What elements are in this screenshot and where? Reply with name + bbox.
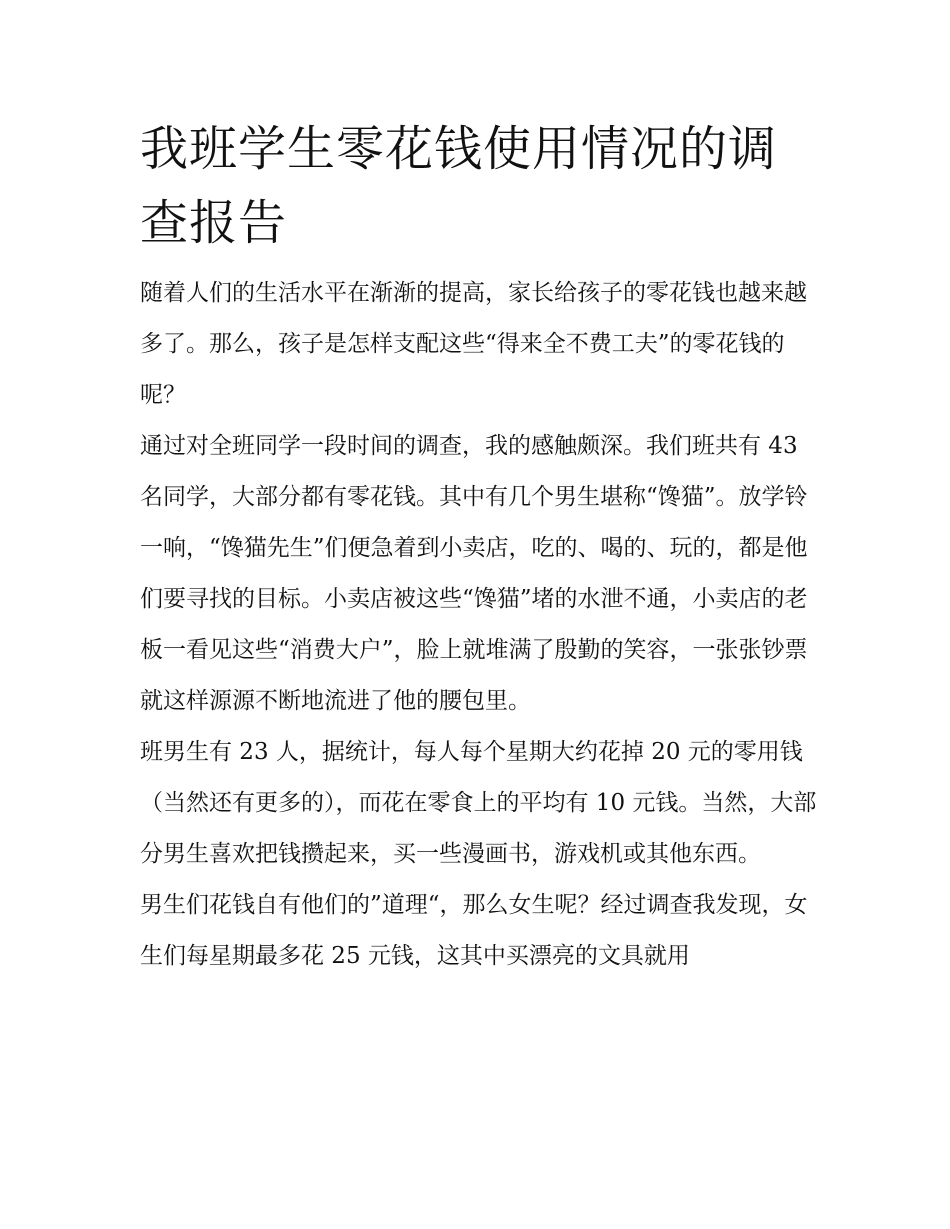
document-title: 我班学生零花钱使用情况的调查报告 (140, 121, 778, 251)
paragraph-intro: 随着人们的生活水平在渐渐的提高，家长给孩子的零花钱也越来越多了。那么，孩子是怎样支配这些“得来全不费工夫”的零花钱的呢？ (140, 280, 807, 408)
paragraph-girls-spending: 男生们花钱自有他们的”道理“，那么女生呢？经过调查我发现，女生们每星期最多花 25 元钱，这其中买漂亮的文具就用 (140, 892, 808, 969)
paragraph-survey: 通过对全班同学一段时间的调查，我的感触颇深。我们班共有 43 名同学，大部分都有零花钱。其中有几个男生堪称“馋猫”。放学铃一响，“馋猫先生”们便急着到小卖店，吃的、喝的、玩的，都是他们要寻找的目标。小卖店被这些“馋猫”堵的水泄不通，小卖店的老板一看见这些“消费大户”，脸上就堆满了殷勤的笑容，一张张钞票就这样源源不断地流进了他的腰包里。 (140, 433, 808, 714)
paragraph-boys-spending: 班男生有 23 人，据统计，每人每个星期大约花掉 20 元的零用钱（当然还有更多的），而花在零食上的平均有 10 元钱。当然，大部分男生喜欢把钱攒起来，买一些漫画书，游戏机或其他东西。 (140, 739, 817, 867)
document-body (140, 112, 820, 982)
